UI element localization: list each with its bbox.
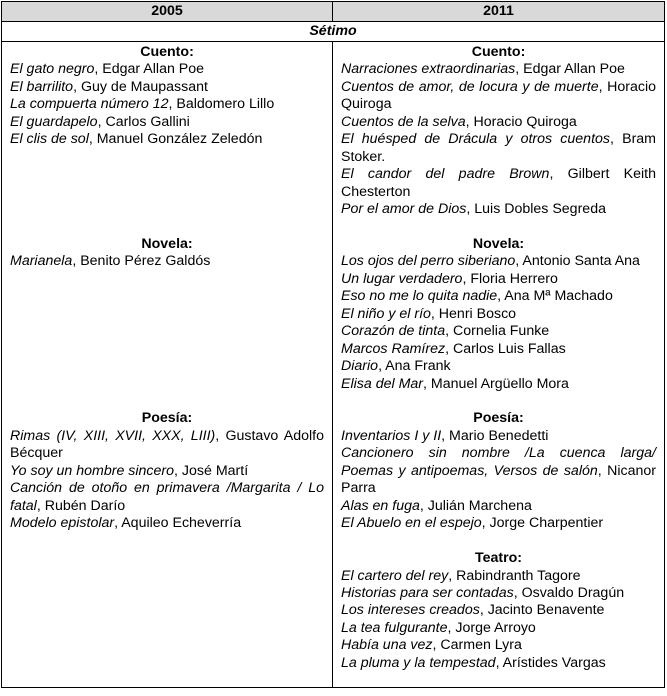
book-author: , Guy de Maupassant [73, 78, 208, 95]
genre-heading: Poesía: [141, 410, 193, 427]
column-2005 [2, 42, 333, 688]
genre-section [341, 236, 656, 393]
book-author: , Ana Mª Machado [497, 288, 613, 305]
genre-heading: Cuento: [471, 44, 526, 60]
book-author: , José Martí [174, 462, 249, 479]
book-entry [341, 166, 656, 201]
book-title: El cartero del rey [341, 567, 449, 584]
book-title: Marcos Ramírez [341, 340, 446, 357]
genre-section [341, 410, 656, 532]
book-author: , Manuel Argüello Mora [423, 375, 569, 392]
book-entry [341, 376, 656, 393]
genre-section [10, 410, 324, 532]
book-author: , Henri Bosco [430, 305, 517, 322]
book-title: Diario [341, 358, 379, 375]
book-author: , Benito Pérez Galdós [72, 253, 211, 270]
book-author: , Horacio Quiroga [465, 113, 577, 130]
book-title: Yo soy un hombre sincero [10, 462, 175, 479]
book-author: , Ana Frank [378, 358, 451, 375]
book-title: Alas en fuga [341, 497, 420, 514]
genre-section [10, 236, 324, 271]
book-author: , Gustavo Adolfo Bécquer [10, 427, 325, 462]
book-title: El huésped de Drácula y otros cuentos [341, 131, 610, 148]
book-author: , Horacio Quiroga [341, 78, 656, 113]
book-entry [10, 515, 324, 532]
book-entry [10, 96, 324, 113]
book-author: , Baldomero Lillo [168, 96, 275, 113]
book-author: , Floria Herrero [462, 270, 558, 287]
book-title: Cuentos de la selva [341, 113, 466, 130]
book-title: Historias para ser contadas [341, 585, 514, 601]
book-entry [341, 341, 656, 358]
book-entry [10, 463, 324, 480]
reading-list-table [1, 1, 665, 688]
book-title: Un lugar verdadero [341, 270, 463, 287]
book-author: , Rabindranth Tagore [448, 567, 581, 584]
book-entry [341, 306, 656, 323]
book-entry [10, 79, 324, 96]
book-entry [341, 253, 656, 270]
genre-section [10, 44, 324, 149]
book-author: , Manuel González Zeledón [88, 131, 263, 148]
book-title: El niño y el río [341, 305, 431, 322]
book-author: , Jacinto Benavente [479, 602, 605, 619]
book-entry [341, 79, 656, 114]
book-entry [341, 620, 656, 637]
book-author: , Osvaldo Dragún [513, 585, 625, 601]
book-title: La tea fulgurante [341, 619, 448, 636]
book-entry [341, 428, 656, 445]
book-title: El guardapelo [10, 113, 98, 130]
book-author: , Bram Stoker. [341, 131, 656, 165]
book-title: Corazón de tinta [341, 323, 446, 340]
book-title: El barrilito [10, 78, 74, 95]
book-author: , Antonio Santa Ana [515, 253, 640, 270]
book-title: Eso no me lo quita nadie [341, 288, 498, 305]
book-author: , Carlos Gallini [97, 113, 190, 130]
genre-heading: Novela: [141, 235, 193, 252]
genre-section [341, 550, 656, 672]
book-entry [10, 114, 324, 131]
grade-row [2, 22, 665, 42]
book-entry [10, 253, 324, 270]
book-title: La compuerta número 12 [10, 96, 169, 113]
genre-heading: Novela: [472, 235, 525, 252]
book-title: El candor del padre Brown [341, 166, 550, 183]
book-title: El clis de sol [10, 131, 89, 148]
genre-heading: Poesía: [473, 410, 524, 427]
book-entry [341, 271, 656, 288]
book-entry [341, 637, 656, 654]
column-2011 [333, 42, 665, 688]
book-entry [341, 515, 656, 532]
book-title: Canción de otoño en primavera /Margarita / Lo fatal [10, 480, 324, 514]
book-title: Los intereses creados [341, 602, 480, 619]
book-title: Modelo epistolar [10, 515, 115, 532]
book-entry [10, 131, 324, 148]
header-2011: 2011 [333, 2, 665, 22]
header-row [2, 2, 665, 22]
genre-section [341, 44, 656, 219]
book-entry [341, 323, 656, 340]
book-entry [341, 201, 656, 218]
book-title: Había una vez [341, 637, 433, 654]
book-entry [341, 585, 656, 602]
book-entry [341, 131, 656, 166]
book-author: , Julián Marchena [419, 497, 532, 514]
genre-heading: Teatro: [474, 550, 523, 567]
book-author: , Arístides Vargas [495, 654, 606, 671]
book-title: El Abuelo en el espejo [341, 515, 482, 532]
book-author: , Cornelia Funke [445, 323, 550, 340]
grade-label: Sétimo [2, 22, 665, 42]
book-author: , Rubén Darío [36, 497, 126, 514]
book-entry [341, 568, 656, 585]
book-title: Narraciones extraordinarias [341, 61, 516, 78]
header-2005: 2005 [2, 2, 333, 22]
book-entry [10, 428, 324, 463]
book-title: Elisa del Mar [341, 375, 424, 392]
book-author: , Mario Benedetti [441, 427, 549, 444]
book-title: Inventarios I y II [341, 427, 442, 444]
book-entry [341, 602, 656, 619]
book-title: Rimas (IV, XIII, XVII, XXX, LIII) [10, 427, 216, 444]
book-entry [10, 480, 324, 515]
book-entry [341, 288, 656, 305]
book-author: , Edgar Allan Poe [94, 61, 205, 78]
book-title: Cuentos de amor, de locura y de muerte [341, 78, 599, 95]
book-author: , Aquileo Echeverría [114, 515, 242, 532]
genre-heading: Cuento: [140, 44, 194, 60]
book-title: Cancionero sin nombre /La cuenca larga/ Poemas y antipoemas, Versos de salón [341, 445, 656, 479]
book-title: La pluma y la tempestad [341, 654, 496, 671]
book-author: , Edgar Allan Poe [515, 61, 625, 78]
book-entry [341, 114, 656, 131]
book-entry [341, 61, 656, 78]
book-title: El gato negro [10, 61, 95, 78]
book-author: , Jorge Arroyo [447, 619, 536, 636]
book-entry [341, 655, 656, 672]
book-entry [341, 445, 656, 497]
book-author: , Gilbert Keith Chesterton [341, 166, 657, 200]
book-title: Los ojos del perro siberiano [341, 253, 516, 270]
reading-list-document [1, 1, 664, 688]
book-author: , Carmen Lyra [432, 637, 522, 654]
book-entry [341, 358, 656, 375]
book-title: Por el amor de Dios [341, 201, 467, 218]
book-author: , Luis Dobles Segreda [466, 201, 606, 218]
content-row [2, 42, 665, 688]
book-author: , Jorge Charpentier [481, 515, 604, 532]
book-entry [10, 61, 324, 78]
book-author: , Nicanor Parra [341, 462, 656, 497]
book-author: , Carlos Luis Fallas [445, 340, 566, 357]
book-entry [341, 498, 656, 515]
book-title: Marianela [10, 253, 73, 270]
